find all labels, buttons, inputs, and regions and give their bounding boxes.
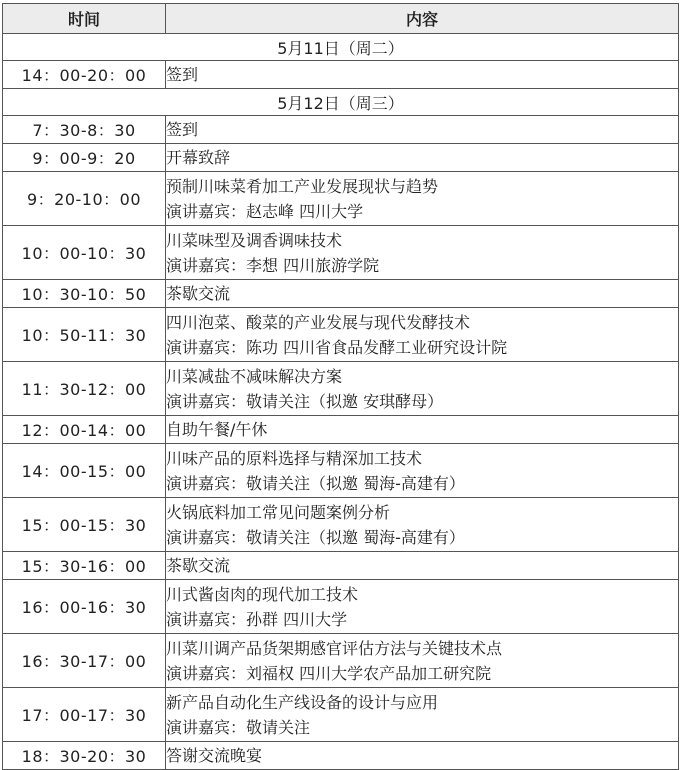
time-cell: 16：30-17：00 <box>3 634 166 688</box>
time-cell: 18：30-20：30 <box>3 742 166 770</box>
time-cell: 17：00-17：30 <box>3 688 166 742</box>
speaker-line: 演讲嘉宾：陈功 四川省食品发酵工业研究设计院 <box>166 337 508 357</box>
time-cell: 14：00-15：00 <box>3 444 166 498</box>
table-row <box>3 61 679 89</box>
header-time: 时间 <box>3 4 166 34</box>
content-cell <box>166 688 679 742</box>
content-cell <box>166 444 679 498</box>
content-cell <box>166 61 679 89</box>
table-row <box>3 498 679 552</box>
table-row <box>3 226 679 280</box>
table-header-row <box>3 4 679 34</box>
content-cell <box>166 172 679 226</box>
session-title: 开幕致辞 <box>166 148 231 167</box>
time-cell: 9：20-10：00 <box>3 172 166 226</box>
time-cell: 14：00-20：00 <box>3 61 166 89</box>
content-cell <box>166 580 679 634</box>
content-cell <box>166 226 679 280</box>
session-title: 新产品自动化生产线设备的设计与应用 <box>166 692 439 712</box>
table-row <box>3 362 679 416</box>
table-row <box>3 552 679 580</box>
table-row <box>3 116 679 144</box>
content-cell <box>166 144 679 172</box>
table-row <box>3 280 679 308</box>
speaker-line: 演讲嘉宾：赵志峰 四川大学 <box>166 201 364 221</box>
table-row <box>3 444 679 498</box>
time-cell: 15：30-16：00 <box>3 552 166 580</box>
speaker-line: 演讲嘉宾：刘福权 四川大学农产品加工研究院 <box>166 663 492 683</box>
table-row <box>3 634 679 688</box>
session-title: 预制川味菜肴加工产业发展现状与趋势 <box>166 176 439 196</box>
time-cell: 16：00-16：30 <box>3 580 166 634</box>
time-cell: 10：50-11：30 <box>3 308 166 362</box>
time-cell: 11：30-12：00 <box>3 362 166 416</box>
content-cell <box>166 116 679 144</box>
time-cell: 9：00-9：20 <box>3 144 166 172</box>
time-cell: 10：30-10：50 <box>3 280 166 308</box>
content-cell <box>166 634 679 688</box>
table-row <box>3 308 679 362</box>
content-cell <box>166 498 679 552</box>
session-title: 茶歇交流 <box>166 556 231 575</box>
content-cell <box>166 280 679 308</box>
session-title: 川菜减盐不减味解决方案 <box>166 366 343 386</box>
day-header-row <box>3 89 679 116</box>
time-cell: 7：30-8：30 <box>3 116 166 144</box>
speaker-line: 演讲嘉宾：敬请关注（拟邀 蜀海-高建有） <box>166 527 465 547</box>
speaker-line: 演讲嘉宾：李想 四川旅游学院 <box>166 255 380 275</box>
session-title: 川式酱卤肉的现代加工技术 <box>166 584 359 604</box>
time-cell: 10：00-10：30 <box>3 226 166 280</box>
session-title: 火锅底料加工常见问题案例分析 <box>166 502 391 522</box>
schedule-table <box>2 3 679 770</box>
session-title: 自助午餐/午休 <box>166 420 268 439</box>
content-cell <box>166 416 679 444</box>
session-title: 川菜川调产品货架期感官评估方法与关键技术点 <box>166 638 503 658</box>
speaker-line: 演讲嘉宾：孙群 四川大学 <box>166 609 348 629</box>
content-cell <box>166 308 679 362</box>
table-row <box>3 688 679 742</box>
time-cell: 12：00-14：00 <box>3 416 166 444</box>
table-row <box>3 144 679 172</box>
speaker-line: 演讲嘉宾：敬请关注（拟邀 蜀海-高建有） <box>166 473 465 493</box>
session-title: 川菜味型及调香调味技术 <box>166 230 343 250</box>
speaker-line: 演讲嘉宾：敬请关注 <box>166 717 311 737</box>
session-title: 签到 <box>166 65 199 84</box>
schedule-body <box>3 34 679 770</box>
table-row <box>3 742 679 770</box>
time-cell: 15：00-15：30 <box>3 498 166 552</box>
session-title: 茶歇交流 <box>166 284 231 303</box>
table-row <box>3 172 679 226</box>
session-title: 答谢交流晚宴 <box>166 746 263 765</box>
header-content: 内容 <box>166 4 679 34</box>
table-row <box>3 580 679 634</box>
day-label: 5月11日（周二） <box>3 34 679 61</box>
session-title: 四川泡菜、酸菜的产业发展与现代发酵技术 <box>166 312 471 332</box>
table-row <box>3 416 679 444</box>
content-cell <box>166 362 679 416</box>
speaker-line: 演讲嘉宾：敬请关注（拟邀 安琪酵母） <box>166 391 444 411</box>
content-cell <box>166 552 679 580</box>
session-title: 签到 <box>166 120 199 139</box>
day-header-row <box>3 34 679 61</box>
session-title: 川味产品的原料选择与精深加工技术 <box>166 448 423 468</box>
day-label: 5月12日（周三） <box>3 89 679 116</box>
content-cell <box>166 742 679 770</box>
